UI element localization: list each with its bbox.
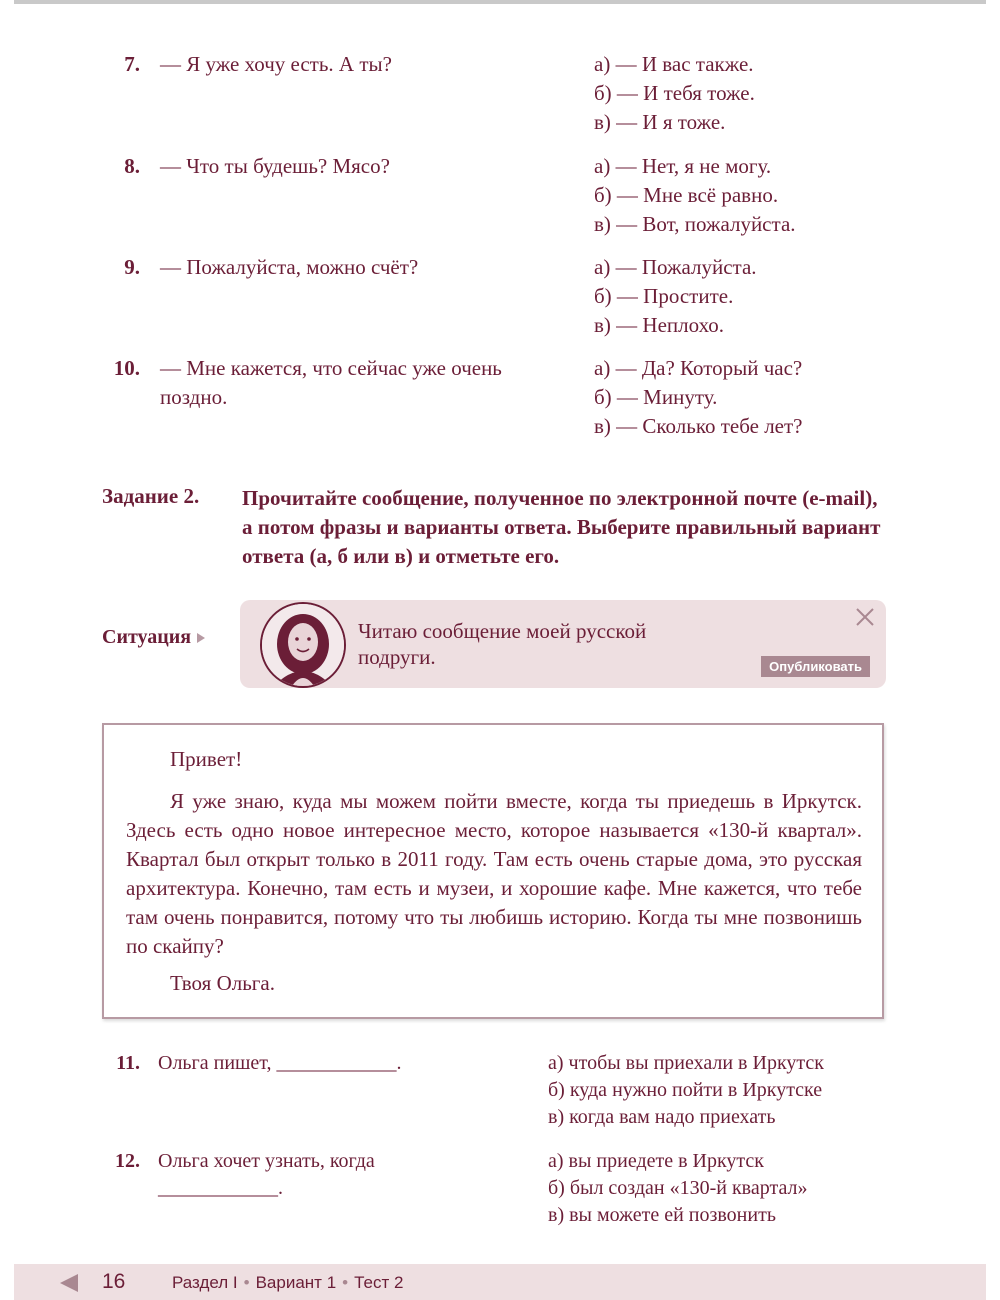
option-c[interactable]: в) — Неплохо. xyxy=(594,313,725,337)
question-number: 11. xyxy=(116,1052,140,1074)
question-text: — Мне кажется, что сейчас уже очень поздно. xyxy=(160,356,502,409)
answer-options xyxy=(594,354,803,441)
question-number: 8. xyxy=(124,154,140,178)
answer-options xyxy=(594,253,757,340)
footer-variant: Вариант 1 xyxy=(255,1273,337,1292)
question-number: 7. xyxy=(124,52,140,76)
situation-label xyxy=(102,626,205,649)
option-a[interactable]: а) — И вас также. xyxy=(594,52,754,76)
option-a[interactable]: а) — Да? Который час? xyxy=(594,356,803,380)
answer-options xyxy=(548,1148,808,1229)
option-a[interactable]: а) — Пожалуйста. xyxy=(594,255,757,279)
answer-options xyxy=(594,152,796,239)
question-number: 9. xyxy=(124,255,140,279)
footer-test: Тест 2 xyxy=(354,1273,404,1292)
question-text: — Что ты будешь? Мясо? xyxy=(160,154,390,178)
option-c[interactable]: в) — Сколько тебе лет? xyxy=(594,414,803,438)
situation-post xyxy=(240,600,886,688)
option-b[interactable]: б) куда нужно пойти в Иркутске xyxy=(548,1079,823,1101)
question-7 xyxy=(0,50,1000,140)
option-c[interactable]: в) когда вам надо приехать xyxy=(548,1106,776,1128)
question-text: Ольга хочет узнать, когда ____________. xyxy=(158,1150,375,1199)
arrow-left-icon[interactable] xyxy=(60,1274,78,1292)
publish-button[interactable]: Опубликовать xyxy=(761,656,870,677)
situation-label-text: Ситуация xyxy=(102,626,192,648)
task-label: Задание 2. xyxy=(102,484,200,508)
option-b[interactable]: б) — Минуту. xyxy=(594,385,718,409)
option-c[interactable]: в) — И я тоже. xyxy=(594,110,726,134)
footer-section: Раздел I xyxy=(172,1273,238,1292)
option-c[interactable]: в) — Вот, пожалуйста. xyxy=(594,212,796,236)
situation-text: Читаю сообщение моей русской подруги. xyxy=(358,619,647,669)
letter-signature: Твоя Ольга. xyxy=(170,971,275,995)
question-9 xyxy=(0,253,1000,343)
option-b[interactable]: б) был создан «130-й квартал» xyxy=(548,1177,808,1199)
question-number: 10. xyxy=(113,356,140,380)
answer-options xyxy=(548,1050,824,1131)
arrow-right-icon xyxy=(197,633,205,643)
letter-body: Я уже знаю, куда мы можем пойти вместе, когда ты приедешь в Иркутск. Здесь есть одно новое интересное место, которое называется «130-й квартал». Квартал был открыт только в 2011 году. Там есть очень старые дома, это русская архитектура. Конечно, там есть и музеи, и хорошие кафе. Мне кажется, что тебе там очень понравится, потому что ты любишь историю. Когда ты мне позвонишь по скайпу? xyxy=(126,789,862,958)
page-number: 16 xyxy=(102,1270,126,1293)
question-8 xyxy=(0,152,1000,242)
footer-breadcrumb xyxy=(172,1273,403,1293)
question-12 xyxy=(0,1148,1000,1238)
option-c[interactable]: в) вы можете ей позвонить xyxy=(548,1204,776,1226)
question-text: — Я уже хочу есть. А ты? xyxy=(160,52,392,76)
option-a[interactable]: а) — Нет, я не могу. xyxy=(594,154,772,178)
bullet-separator: • xyxy=(342,1273,349,1292)
bullet-separator: • xyxy=(243,1273,250,1292)
woman-portrait-icon xyxy=(262,604,344,686)
email-letter xyxy=(102,723,884,1019)
page-footer xyxy=(14,1264,986,1300)
option-a[interactable]: а) вы приедете в Иркутск xyxy=(548,1150,765,1172)
question-text: Ольга пишет, ____________. xyxy=(158,1052,402,1074)
question-11 xyxy=(0,1050,1000,1140)
letter-greeting: Привет! xyxy=(170,747,243,771)
answer-options xyxy=(594,50,755,137)
option-b[interactable]: б) — Мне всё равно. xyxy=(594,183,779,207)
question-number: 12. xyxy=(115,1150,140,1172)
option-b[interactable]: б) — И тебя тоже. xyxy=(594,81,755,105)
question-10 xyxy=(0,354,1000,444)
option-b[interactable]: б) — Простите. xyxy=(594,284,734,308)
option-a[interactable]: а) чтобы вы приехали в Иркутск xyxy=(548,1052,824,1074)
avatar xyxy=(260,602,346,688)
close-icon[interactable] xyxy=(854,606,876,628)
task-instructions: Прочитайте сообщение, полученное по электронной почте (e-mail), а потом фразы и варианты ответа. Выберите правильный вариант ответа (а, б или в) и отметьте его. xyxy=(242,486,881,568)
question-text: — Пожалуйста, можно счёт? xyxy=(160,255,419,279)
top-rule xyxy=(14,0,986,4)
